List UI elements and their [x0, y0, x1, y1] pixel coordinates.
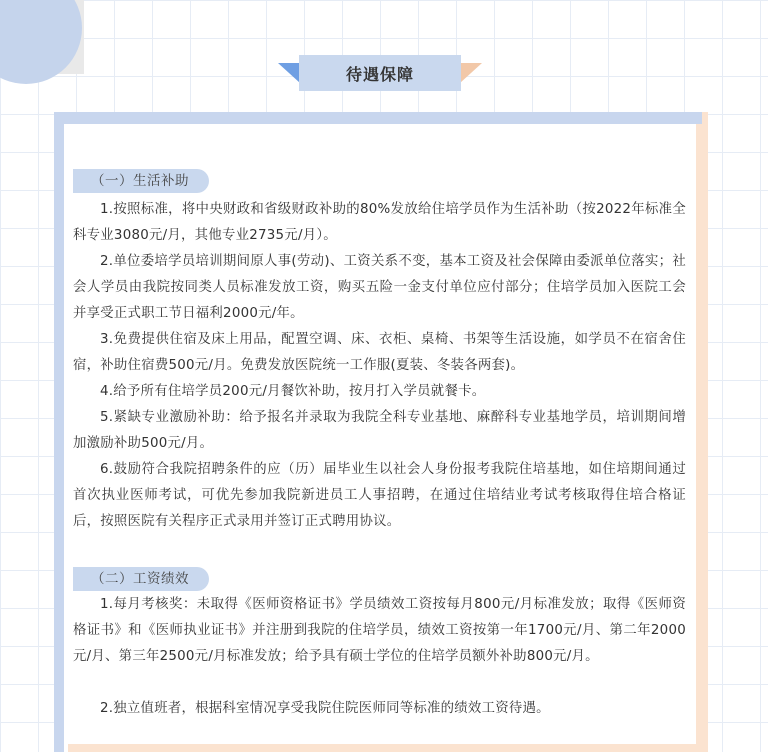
- list-item: 6.鼓励符合我院招聘条件的应（历）届毕业生以社会人身份报考我院住培基地，如住培期间通过首次执业医师考试，可优先参加我院新进员工人事招聘，在通过住培结业考试考核取得住培合格证后，按照医院有关程序正式录用并签订正式聘用协议。: [73, 462, 686, 529]
- page-title: 待遇保障: [299, 55, 461, 91]
- list-item: 5.紧缺专业激励补助：给予报名并录取为我院全科专业基地、麻醉科专业基地学员，培训期间增加激励补助500元/月。: [73, 410, 686, 451]
- list-item: 1.每月考核奖：未取得《医师资格证书》学员绩效工资按每月800元/月标准发放；取得《医师资格证书》和《医师执业证书》并注册到我院的住培学员，绩效工资按第一年1700元/月、第二年2000元/月、第三年2500元/月标准发放；给予具有硕士学位的住培学员额外补助800元/月。: [73, 597, 686, 664]
- list-item: 2.单位委培学员培训期间原人事(劳动)、工资关系不变，基本工资及社会保障由委派单位落实；社会人学员由我院按同类人员标准发放工资，购买五险一金支付单位应付部分；住培学员加入医院工会并享受正式职工节日福利2000元/年。: [73, 254, 686, 321]
- card-accent-top: [54, 112, 702, 124]
- list-item: 3.免费提供住宿及床上用品，配置空调、床、衣柜、桌椅、书架等生活设施，如学员不在宿舍住宿，补助住宿费500元/月。免费发放医院统一工作服(夏装、冬装各两套)。: [73, 332, 686, 373]
- list-item: 1.按照标准，将中央财政和省级财政补助的80%发放给住培学员作为生活补助（按2022年标准全科专业3080元/月，其他专业2735元/月）。: [73, 202, 686, 243]
- list-item: 4.给予所有住培学员200元/月餐饮补助，按月打入学员就餐卡。: [100, 384, 486, 399]
- decor-triangle-right: [460, 63, 482, 83]
- section-title-banner: [278, 55, 482, 91]
- section-label-wage-performance: （二）工资绩效: [73, 567, 209, 591]
- card-accent-left: [54, 112, 64, 752]
- section-label-living-subsidy: （一）生活补助: [73, 169, 209, 193]
- decor-triangle-left: [278, 63, 300, 83]
- list-item: 2.独立值班者，根据科室情况享受我院住院医师同等标准的绩效工资待遇。: [100, 701, 550, 716]
